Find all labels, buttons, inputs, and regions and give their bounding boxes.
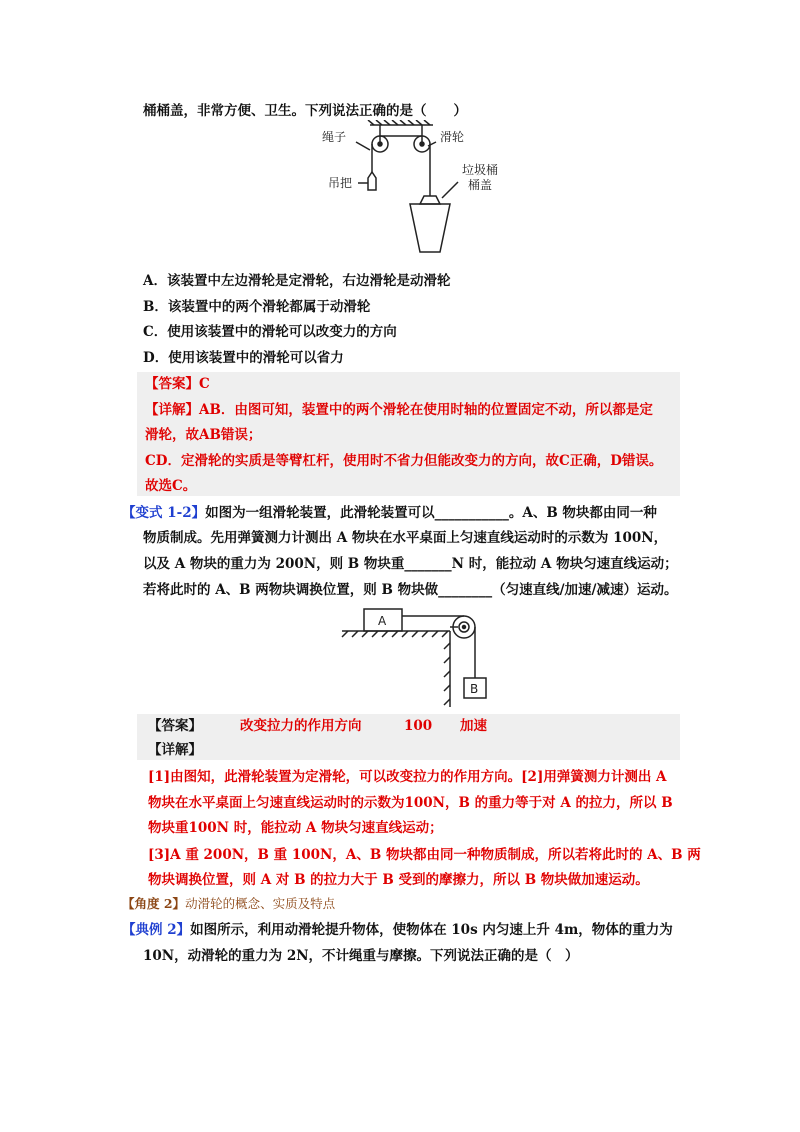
q2-detail-line-3: 物块重100N 时，能拉动 A 物块匀速直线运动； xyxy=(148,820,443,836)
q2-text: 如图为一组滑轮装置，此滑轮装置可以___________。A、B 物块都由同一种 xyxy=(205,505,657,521)
answer-tag: 【答案】 xyxy=(148,718,202,734)
q3-text: 如图所示，利用动滑轮提升物体，使物体在 10s 内匀速上升 4m，物体的重力为 xyxy=(190,922,673,938)
option-b: B．该装置中的两个滑轮都属于动滑轮 xyxy=(143,299,371,315)
q2-detail-line-1: [1]由图知，此滑轮装置为定滑轮，可以改变拉力的作用方向。[2]用弹簧测力计测出 A xyxy=(148,769,667,785)
q2-tag: 【变式 1-2】 xyxy=(122,505,206,521)
q2-line-1 xyxy=(122,503,657,523)
block-b-label: B xyxy=(470,682,479,696)
q1-answer-line xyxy=(145,374,210,394)
option-a: A．该装置中左边滑轮是定滑轮，右边滑轮是动滑轮 xyxy=(143,273,451,289)
pulley-label: 滑轮 xyxy=(440,130,465,144)
block-pulley-figure xyxy=(338,603,498,711)
q1-detail-line-1 xyxy=(145,400,653,420)
q2-answer-3: 加速 xyxy=(460,718,487,734)
q2-detail-line-5: 物块调换位置，则 A 对 B 的拉力大于 B 受到的摩擦力，所以 B 物块做加速运动。 xyxy=(148,872,649,888)
q3-line-2: 10N，动滑轮的重力为 2N，不计绳重与摩擦。下列说法正确的是（ ） xyxy=(143,948,579,964)
q2-line-2: 物质制成。先用弹簧测力计测出 A 物块在水平桌面上匀速直线运动时的示数为 100N， xyxy=(143,530,668,546)
q2-line-4: 若将此时的 A、B 两物块调换位置，则 B 物块做________（匀速直线/加速/减速）运动。 xyxy=(143,582,678,598)
q2-detail-line-4: [3]A 重 200N，B 重 100N，A、B 物块都由同一种物质制成，所以若将此时的 A、B 两 xyxy=(148,847,701,863)
lid-label: 桶盖 xyxy=(468,178,493,192)
q2-detail-line-2: 物块在水平桌面上匀速直线运动时的示数为100N，B 的重力等于对 A 的拉力，所以 B xyxy=(148,795,673,811)
handle-label: 吊把 xyxy=(328,176,353,190)
angle-text: 动滑轮的概念、实质及特点 xyxy=(185,896,336,911)
option-d: D．使用该装置中的滑轮可以省力 xyxy=(143,350,344,366)
q2-answer-2: 100 xyxy=(404,718,433,734)
angle-heading xyxy=(122,894,335,914)
can-label: 垃圾桶 xyxy=(462,163,499,177)
q2-line-3: 以及 A 物块的重力为 200N，则 B 物块重_______N 时，能拉动 A 物块匀速直线运动； xyxy=(143,556,678,572)
answer-value: C xyxy=(199,376,210,392)
rope-label: 绳子 xyxy=(322,130,347,144)
q2-answer-1: 改变拉力的作用方向 xyxy=(240,718,362,734)
q3-tag: 【典例 2】 xyxy=(122,922,191,938)
angle-tag: 【角度 2】 xyxy=(122,896,186,911)
q1-detail-line-4: 故选C。 xyxy=(145,478,197,494)
q1-intro: 桶桶盖，非常方便、卫生。下列说法正确的是（ ） xyxy=(143,103,467,119)
q2-answer-line xyxy=(148,716,202,736)
detail-tag: 【详解】 xyxy=(145,402,199,418)
q2-detail-tag: 【详解】 xyxy=(148,742,202,758)
q3-line-1 xyxy=(122,920,673,940)
detail-text: AB．由图可知，装置中的两个滑轮在使用时轴的位置固定不动，所以都是定 xyxy=(199,402,653,418)
q1-detail-line-3: CD．定滑轮的实质是等臂杠杆，使用时不省力但能改变力的方向，故C正确，D错误。 xyxy=(145,453,663,469)
option-c: C．使用该装置中的滑轮可以改变力的方向 xyxy=(143,324,397,340)
trash-can-pulley-figure xyxy=(318,120,518,260)
answer-tag: 【答案】 xyxy=(145,376,199,392)
block-a-label: A xyxy=(378,614,387,628)
q1-detail-line-2: 滑轮，故AB错误； xyxy=(145,427,262,443)
